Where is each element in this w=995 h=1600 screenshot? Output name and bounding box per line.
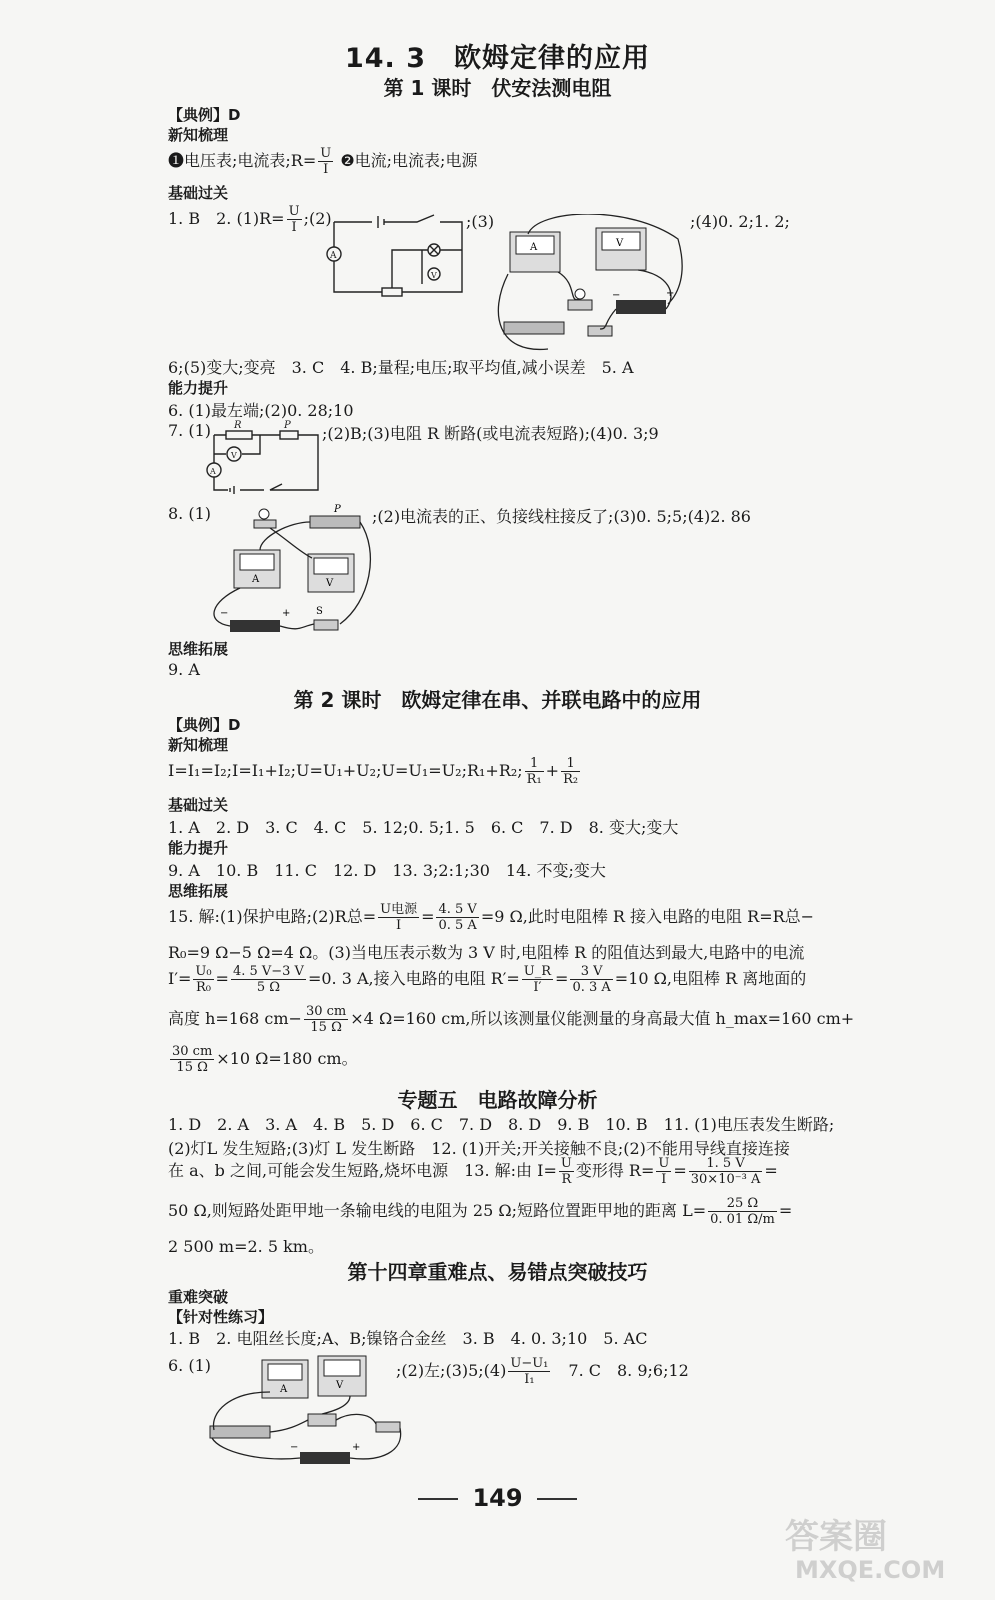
new-knowledge2-heading: 新知梳理 bbox=[168, 736, 229, 754]
q15-line3: I′= $\frac{\text{U₀}}{\text{R₀}}$ = $\frac{4. 5 V-3 V}{5 \Omega}$ =0. 3 A,接入电路的电阻 R′= $\frac{U\_R}{I'}$ = $\frac{3 V}{0. 3 A}$ =10 Ω,电阻棒 R 离地面的 bbox=[168, 964, 807, 995]
basic-heading: 基础过关 bbox=[168, 184, 229, 202]
svg-text:R: R bbox=[234, 420, 242, 431]
svg-text:−: − bbox=[612, 290, 621, 301]
topic5-line4: 50 Ω,则短路处距甲地一条输电线的电阻为 25 Ω;短路位置距甲地的距离 L= $\frac{25 \Omega}{0. 01 \Omega/m}$ = bbox=[168, 1196, 793, 1227]
q2-part4: ;(4)0. 2;1. 2; bbox=[690, 212, 790, 231]
example-answer: 【典例】D bbox=[168, 106, 241, 124]
svg-text:MXQE.COM: MXQE.COM bbox=[795, 1556, 946, 1584]
ability-heading: 能力提升 bbox=[168, 379, 229, 397]
q2-answer-tail: 6;(5)变大;变亮 3. C 4. B;量程;电压;取平均值,减小误差 5. A bbox=[168, 358, 634, 377]
q7-label: 7. (1) bbox=[168, 421, 212, 440]
physical-circuit-practice-q6 bbox=[200, 1352, 410, 1472]
extension2-heading: 思维拓展 bbox=[168, 882, 229, 900]
q15-line1: 15. 解:(1)保护电路;(2)R总= $\frac{\text{U电源}}{I}$ = $\frac{4. 5 V}{0. 5 A}$ =9 Ω,此时电阻棒 R 接入电路的电阻 R=R总− bbox=[168, 902, 815, 933]
svg-text:V: V bbox=[336, 1380, 344, 1391]
svg-text:答案圈: 答案圈 bbox=[785, 1517, 887, 1557]
extension-heading: 思维拓展 bbox=[168, 640, 229, 658]
watermark-logo bbox=[775, 1508, 975, 1588]
svg-text:+: + bbox=[666, 288, 675, 299]
topic5-line2: (2)灯L 发生短路;(3)灯 L 发生断路 12. (1)开关;开关接触不良;(2)不能用导线直接连接 bbox=[168, 1139, 790, 1158]
lesson2-subtitle: 第 2 课时 欧姆定律在串、并联电路中的应用 bbox=[293, 688, 702, 712]
svg-text:+: + bbox=[282, 608, 291, 619]
svg-text:V: V bbox=[326, 578, 334, 589]
topic5-title: 专题五 电路故障分析 bbox=[397, 1088, 598, 1112]
basic2-heading: 基础过关 bbox=[168, 796, 229, 814]
q7-answer: ;(2)B;(3)电阻 R 断路(或电流表短路);(4)0. 3;9 bbox=[322, 424, 659, 443]
circuit-diagram-q2 bbox=[322, 212, 467, 302]
svg-text:P: P bbox=[334, 504, 341, 515]
svg-text:A: A bbox=[210, 467, 216, 476]
q2-part3: ;(3) bbox=[466, 212, 495, 231]
q15-line4: 高度 h=168 cm− $\frac{30 cm}{15 \Omega}$ ×4 Ω=160 cm,所以该测量仪能测量的身高最大值 h_max=160 cm+ bbox=[168, 1004, 855, 1035]
svg-text:+: + bbox=[352, 1442, 361, 1453]
topic5-line1: 1. D 2. A 3. A 4. B 5. D 6. C 7. D 8. D 9. B 10. B 11. (1)电压表发生断路; bbox=[168, 1115, 835, 1134]
q2-line: 1. B 2. (1)R= $\frac{U}{I}$ ;(2) bbox=[168, 204, 332, 235]
ability2-heading: 能力提升 bbox=[168, 839, 229, 857]
svg-text:A: A bbox=[252, 574, 260, 585]
svg-text:S: S bbox=[316, 606, 323, 617]
q9-answer: 9. A bbox=[168, 660, 200, 679]
svg-text:P: P bbox=[284, 420, 291, 431]
physical-circuit-q8 bbox=[200, 502, 380, 642]
q15-line5: $\frac{30 cm}{15 \Omega}$ ×10 Ω=180 cm。 bbox=[172, 1044, 358, 1075]
practice-line1: 1. B 2. 电阻丝长度;A、B;镍铬合金丝 3. B 4. 0. 3;10 5. AC bbox=[168, 1329, 648, 1348]
practice-q6-answer: ;(2)左;(3)5;(4) $\frac{\text{U−U₁}}{\text{I₁}}$ 7. C 8. 9;6;12 bbox=[396, 1356, 689, 1387]
circuit-diagram-q7 bbox=[200, 418, 320, 498]
svg-text:A: A bbox=[530, 242, 538, 253]
topic5-line5: 2 500 m=2. 5 km。 bbox=[168, 1237, 324, 1256]
key-difficulty-heading: 重难突破 bbox=[168, 1288, 229, 1306]
section-title: 14. 3 欧姆定律的应用 bbox=[344, 43, 651, 74]
practice-q6-label: 6. (1) bbox=[168, 1356, 212, 1375]
svg-text:V: V bbox=[231, 451, 237, 460]
lesson-subtitle: 第 1 课时 伏安法测电阻 bbox=[383, 76, 612, 100]
example2-answer: 【典例】D bbox=[168, 716, 241, 734]
svg-text:−: − bbox=[290, 1442, 299, 1453]
svg-text:V: V bbox=[616, 238, 624, 249]
targeted-practice-heading: 【针对性练习】 bbox=[168, 1308, 274, 1326]
formula-line: I=I₁=I₂;I=I₁+I₂;U=U₁+U₂;U=U₁=U₂;R₁+R₂; $\frac{1}{\text{R₁}}$ + $\frac{1}{\text{R₂}}$ bbox=[168, 756, 579, 787]
page-number: 149 bbox=[0, 1484, 995, 1512]
q6-answer: 6. (1)最左端;(2)0. 28;10 bbox=[168, 401, 354, 420]
new-knowledge-heading: 新知梳理 bbox=[168, 126, 229, 144]
q15-line2: R₀=9 Ω−5 Ω=4 Ω。(3)当电压表示数为 3 V 时,电阻棒 R 的阻值达到最大,电路中的电流 bbox=[168, 943, 805, 962]
topic5-line3: 在 a、b 之间,可能会发生短路,烧坏电源 13. 解:由 I= $\frac{U}{R}$ 变形得 R= $\frac{U}{I}$ = $\frac{1. 5 V}{\text{30×10⁻³ A}}$ = bbox=[168, 1156, 778, 1187]
q8-label: 8. (1) bbox=[168, 504, 212, 523]
ability2-answers: 9. A 10. B 11. C 12. D 13. 3;2:1;30 14. 不变;变大 bbox=[168, 861, 606, 880]
q8-answer: ;(2)电流表的正、负接线柱接反了;(3)0. 5;5;(4)2. 86 bbox=[372, 507, 751, 526]
svg-text:A: A bbox=[330, 251, 337, 261]
svg-text:V: V bbox=[431, 271, 437, 280]
physical-circuit-q2 bbox=[488, 214, 688, 364]
chapter-tips-title: 第十四章重难点、易错点突破技巧 bbox=[347, 1260, 648, 1284]
new-knowledge-line: ❶电压表;电流表;R= $\frac{U}{I}$ ❷电流;电流表;电源 bbox=[168, 146, 478, 177]
svg-text:A: A bbox=[280, 1384, 288, 1395]
basic2-answers: 1. A 2. D 3. C 4. C 5. 12;0. 5;1. 5 6. C 7. D 8. 变大;变大 bbox=[168, 818, 679, 837]
svg-text:−: − bbox=[220, 608, 229, 619]
